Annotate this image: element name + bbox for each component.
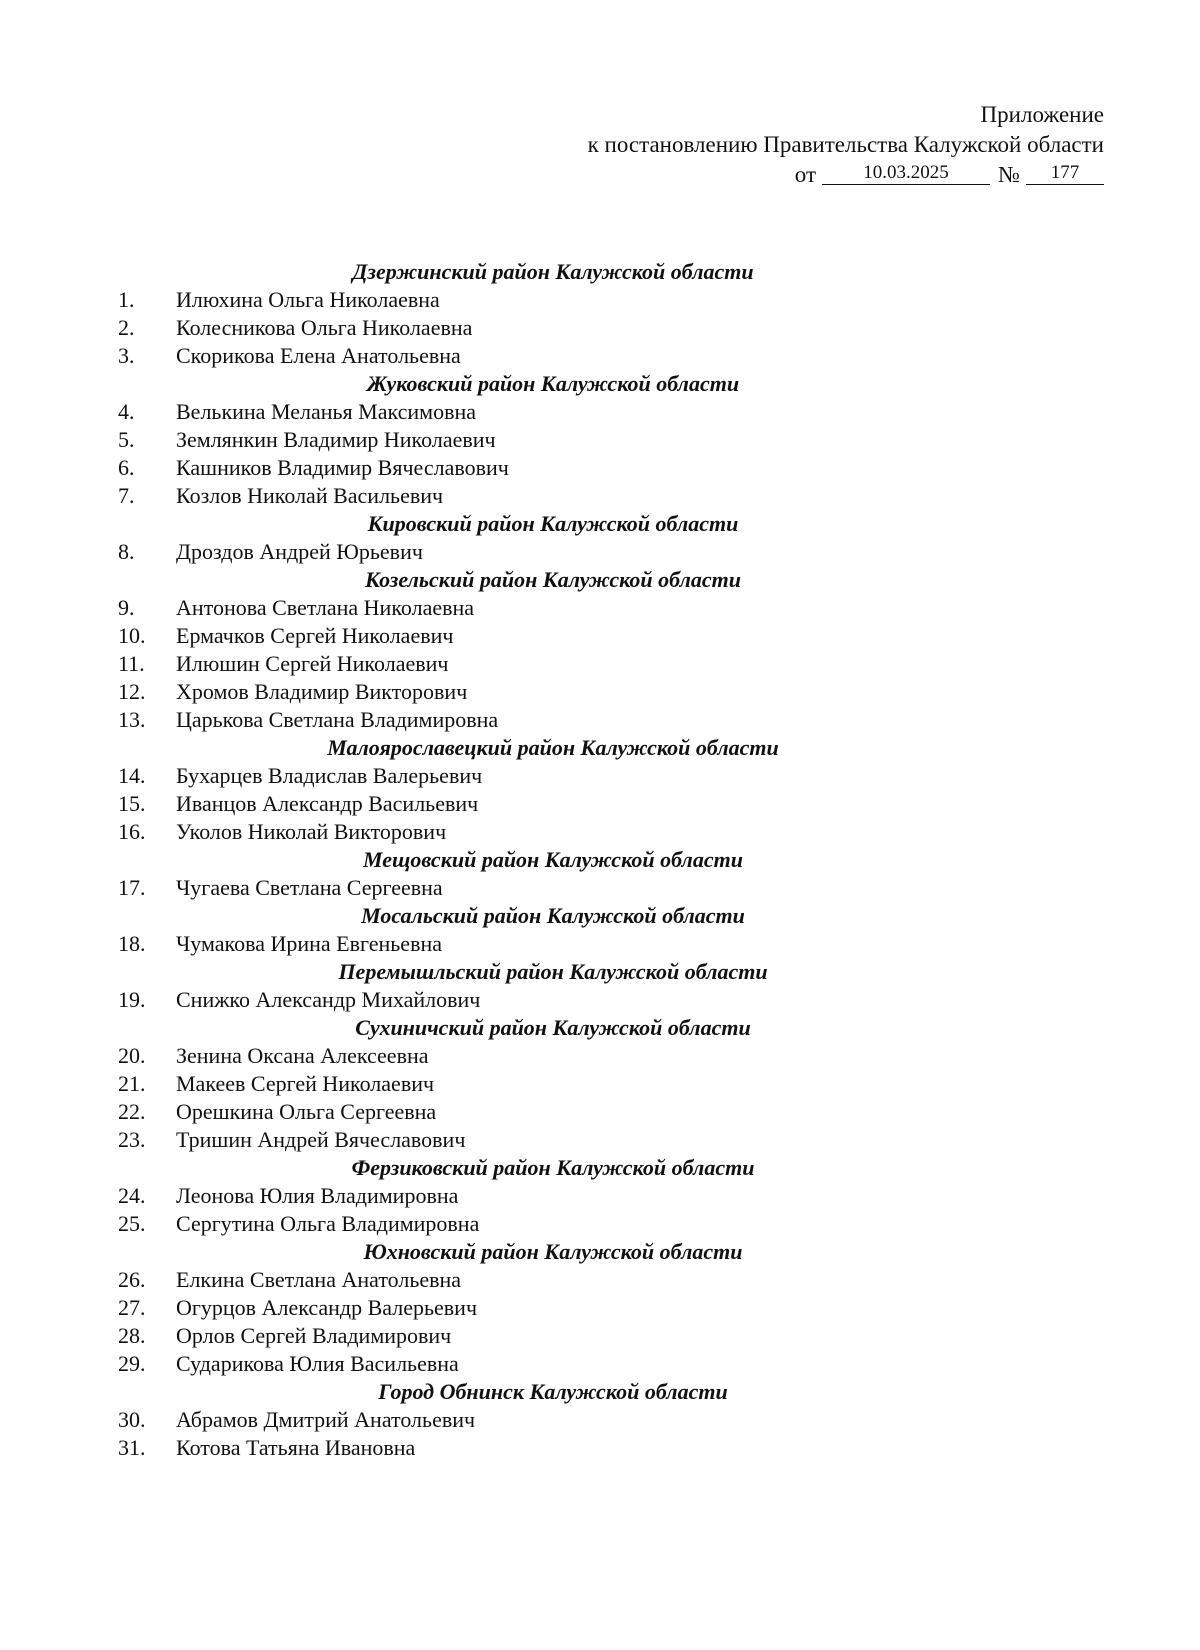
- person-name: Елкина Светлана Анатольевна: [176, 1267, 462, 1292]
- list-item: [118, 678, 1018, 706]
- item-number: 16.: [118, 819, 146, 844]
- item-number: 15.: [118, 791, 146, 816]
- list-item: [118, 1210, 1018, 1238]
- item-number: 25.: [118, 1211, 146, 1236]
- item-number: 27.: [118, 1295, 146, 1320]
- item-number: 31.: [118, 1435, 146, 1460]
- item-number: 12.: [118, 679, 146, 704]
- item-number: 14.: [118, 763, 146, 788]
- appendix-title: Приложение: [980, 102, 1104, 127]
- person-name: Кашников Владимир Вячеславович: [176, 455, 509, 480]
- list-item: [118, 1182, 1018, 1210]
- decree-date: 10.03.2025: [822, 162, 990, 185]
- person-name: Скорикова Елена Анатольевна: [176, 343, 461, 368]
- list-item: [118, 1294, 1018, 1322]
- list-item: [118, 762, 1018, 790]
- section-title: Ферзиковский район Калужской области: [351, 1155, 755, 1180]
- list-item: [118, 622, 1018, 650]
- section-title: Кировский район Калужской области: [367, 511, 739, 536]
- section-title: Жуковский район Калужской области: [366, 371, 740, 396]
- person-name: Леонова Юлия Владимировна: [176, 1183, 459, 1208]
- item-number: 2.: [118, 315, 135, 340]
- list-item: [118, 1042, 1018, 1070]
- item-number: 21.: [118, 1071, 146, 1096]
- person-name: Уколов Николай Викторович: [176, 819, 447, 844]
- person-name: Чумакова Ирина Евгеньевна: [176, 931, 442, 956]
- person-name: Сергутина Ольга Владимировна: [176, 1211, 480, 1236]
- list-item: [118, 650, 1018, 678]
- list-item: [118, 482, 1018, 510]
- section-title: Сухиничский район Калужской области: [355, 1015, 751, 1040]
- item-number: 1.: [118, 287, 135, 312]
- list-item: [118, 1322, 1018, 1350]
- item-number: 4.: [118, 399, 135, 424]
- list-item: [118, 874, 1018, 902]
- person-name: Царькова Светлана Владимировна: [176, 707, 499, 732]
- list-item: [118, 454, 1018, 482]
- list-item: [118, 1266, 1018, 1294]
- list-item: [118, 1070, 1018, 1098]
- item-number: 5.: [118, 427, 135, 452]
- appendix-subtitle: к постановлению Правительства Калужской области: [587, 132, 1104, 157]
- list-item: [118, 930, 1018, 958]
- list-item: [118, 594, 1018, 622]
- person-name: Тришин Андрей Вячеславович: [176, 1127, 466, 1152]
- section-title: Козельский район Калужской области: [365, 567, 741, 592]
- person-name: Иванцов Александр Васильевич: [176, 791, 479, 816]
- list-item: [118, 1098, 1018, 1126]
- item-number: 30.: [118, 1407, 146, 1432]
- item-number: 29.: [118, 1351, 146, 1376]
- person-name: Велькина Меланья Максимовна: [176, 399, 477, 424]
- list-item: [118, 818, 1018, 846]
- item-number: 24.: [118, 1183, 146, 1208]
- list-item: [118, 1350, 1018, 1378]
- item-number: 20.: [118, 1043, 146, 1068]
- person-name: Огурцов Александр Валерьевич: [176, 1295, 478, 1320]
- item-number: 18.: [118, 931, 146, 956]
- item-number: 19.: [118, 987, 146, 1012]
- item-number: 9.: [118, 595, 135, 620]
- list-item: [118, 398, 1018, 426]
- person-name: Бухарцев Владислав Валерьевич: [176, 763, 483, 788]
- person-name: Сударикова Юлия Васильевна: [176, 1351, 459, 1376]
- item-number: 17.: [118, 875, 146, 900]
- person-name: Антонова Светлана Николаевна: [176, 595, 475, 620]
- section-title: Мещовский район Калужской области: [363, 847, 743, 872]
- person-name: Ермачков Сергей Николаевич: [176, 623, 454, 648]
- list-item: [118, 342, 1018, 370]
- item-number: 28.: [118, 1323, 146, 1348]
- list-item: [118, 1434, 1018, 1462]
- list-item: [118, 986, 1018, 1014]
- item-number: 23.: [118, 1127, 146, 1152]
- item-number: 11.: [118, 651, 145, 676]
- person-name: Чугаева Светлана Сергеевна: [176, 875, 443, 900]
- number-sign: №: [998, 162, 1020, 187]
- list-item: [118, 1126, 1018, 1154]
- list-item: [118, 790, 1018, 818]
- person-name: Абрамов Дмитрий Анатольевич: [176, 1407, 476, 1432]
- date-prefix: от: [794, 162, 817, 187]
- person-name: Илюхина Ольга Николаевна: [176, 287, 440, 312]
- person-name: Землянкин Владимир Николаевич: [176, 427, 496, 452]
- list-item: [118, 538, 1018, 566]
- person-name: Снижко Александр Михайлович: [176, 987, 481, 1012]
- person-name: Дроздов Андрей Юрьевич: [176, 539, 423, 564]
- section-title: Дзержинский район Калужской области: [352, 259, 754, 284]
- item-number: 8.: [118, 539, 135, 564]
- item-number: 22.: [118, 1099, 146, 1124]
- person-name: Котова Татьяна Ивановна: [176, 1435, 416, 1460]
- list-item: [118, 314, 1018, 342]
- list-item: [118, 706, 1018, 734]
- person-name: Колесникова Ольга Николаевна: [176, 315, 473, 340]
- list-item: [118, 286, 1018, 314]
- person-name: Макеев Сергей Николаевич: [176, 1071, 435, 1096]
- person-name: Орлов Сергей Владимирович: [176, 1323, 452, 1348]
- item-number: 3.: [118, 343, 135, 368]
- person-name: Козлов Николай Васильевич: [176, 483, 444, 508]
- item-number: 26.: [118, 1267, 146, 1292]
- item-number: 6.: [118, 455, 135, 480]
- person-name: Илюшин Сергей Николаевич: [176, 651, 449, 676]
- district-list: [118, 258, 1018, 1462]
- list-item: [118, 426, 1018, 454]
- item-number: 10.: [118, 623, 146, 648]
- section-title: Перемышльский район Калужской области: [338, 959, 768, 984]
- person-name: Зенина Оксана Алексеевна: [176, 1043, 429, 1068]
- item-number: 7.: [118, 483, 135, 508]
- decree-number: 177: [1026, 162, 1104, 185]
- section-title: Мосальский район Калужской области: [361, 903, 745, 928]
- list-item: [118, 1406, 1018, 1434]
- section-title: Город Обнинск Калужской области: [378, 1379, 728, 1404]
- person-name: Хромов Владимир Викторович: [176, 679, 468, 704]
- person-name: Орешкина Ольга Сергеевна: [176, 1099, 437, 1124]
- section-title: Малоярославецкий район Калужской области: [327, 735, 779, 760]
- section-title: Юхновский район Калужской области: [363, 1239, 743, 1264]
- item-number: 13.: [118, 707, 146, 732]
- document-header: [588, 100, 1104, 190]
- decree-date-line: [588, 160, 1104, 190]
